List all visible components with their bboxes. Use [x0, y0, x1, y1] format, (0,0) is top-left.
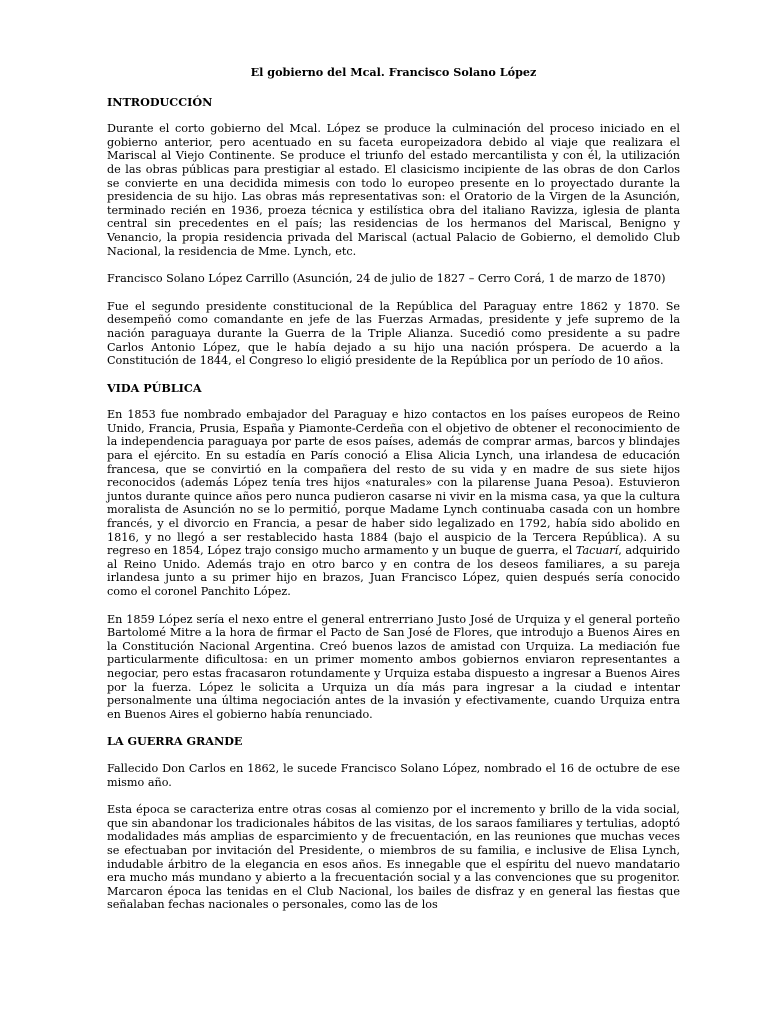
document-page — [107, 66, 680, 926]
paragraph-guerra-grande-1: Fallecido Don Carlos en 1862, le sucede Francisco Solano López, nombrado el 16 de octubre de ese mismo año. — [107, 761, 680, 789]
document-title: El gobierno del Mcal. Francisco Solano López — [250, 65, 537, 79]
paragraph-intro-3: Fue el segundo presidente constitucional de la República del Paraguay entre 1862 y 1870. Se desempeñó como comandante en jefe de las Fuerzas Armadas, presidente y jefe supremo de la nación paraguaya durante la Guerra de la Triple Alianza. Sucedió como presidente a su padre Carlos Antonio López, que le había dejado a su hijo una nación próspera. De acuerdo a la Constitución de 1844, el Congreso lo eligió presidente de la República por un período de 10 años. — [107, 299, 680, 368]
paragraph-vida-publica-1-part-a: En 1853 fue nombrado embajador del Paraguay e hizo contactos en los países europeos de Reino Unido, Francia, Prusia, España y Piamonte-Cerdeña con el objetivo de obtener el reconocimiento de la independencia paraguaya por parte de esos países, además de comprar armas, barcos y blindajes para el ejército. En su estadía en París conoció a Elisa Alicia Lynch, una irlandesa de educación francesa, que se convirtió en la compañera del resto de su vida y en madre de sus siete hijos reconocidos (además López tenía tres hijos «naturales» con la pilarense Juana Pesoa). Estuvieron juntos durante quince años pero nunca pudieron casarse ni vivir en la misma casa, ya que la cultura moralista de Asunción no se lo permitió, porque Madame Lynch continuaba casada con un hombre francés, y el divorcio en Francia, a pesar de haber sido legalizado en 1792, había sido abolido en 1816, y no llegó a ser restablecido hasta 1884 (bajo el auspicio de la Tercera República). A su regreso en 1854, López trajo consigo mucho armamento y un buque de guerra, el — [107, 408, 680, 558]
paragraph-vida-publica-1 — [107, 408, 680, 598]
heading-vida-publica: VIDA PÚBLICA — [107, 380, 202, 395]
paragraph-vida-publica-1-part-b: , adquirido al Reino Unido. Además trajo en otro barco y en contra de los deseos familiares, a su pareja irlandesa junto a su primer hijo en brazos, Juan Francisco López, quien después sería conocido como el coronel Panchito López. — [107, 544, 680, 598]
paragraph-guerra-grande-2: Esta época se caracteriza entre otras cosas al comienzo por el incremento y brillo de la vida social, que sin abandonar los tradicionales hábitos de las visitas, de los saraos familiares y tertulias, adoptó modalidades más amplias de esparcimiento y de frecuentación, en las reuniones que muchas veces se efectuaban por invitación del Presidente, o miembros de su familia, e inclusive de Elisa Lynch, indudable árbitro de la elegancia en esos años. Es innegable que el espíritu del nuevo mandatario era mucho más mundano y abierto a la frecuentación social y a las convenciones que su progenitor. Marcaron época las tenidas en el Club Nacional, los bailes de disfraz y en general las fiestas que señalaban fechas nacionales o personales, como las de los — [107, 803, 680, 912]
paragraph-vida-publica-2: En 1859 López sería el nexo entre el general entrerriano Justo José de Urquiza y el general porteño Bartolomé Mitre a la hora de firmar el Pacto de San José de Flores, que introdujo a Buenos Aires en la Constitución Nacional Argentina. Creó buenos lazos de amistad con Urquiza. La mediación fue particularmente dificultosa: en un primer momento ambos gobiernos enviaron representantes a negociar, pero estas fracasaron rotundamente y Urquiza estaba dispuesto a ingresar a Buenos Aires por la fuerza. López le solicita a Urquiza un día más para ingresar a la ciudad e intentar personalmente una última negociación antes de la invasión y efectivamente, cuando Urquiza entra en Buenos Aires el gobierno había renunciado. — [107, 612, 680, 721]
heading-guerra-grande: LA GUERRA GRANDE — [107, 734, 243, 749]
paragraph-intro-2: Francisco Solano López Carrillo (Asunción, 24 de julio de 1827 – Cerro Corá, 1 de marzo de 1870) — [107, 272, 666, 286]
ship-name: Tacuarí — [575, 544, 619, 558]
heading-introduccion: INTRODUCCIÓN — [107, 94, 213, 109]
paragraph-intro-1: Durante el corto gobierno del Mcal. López se produce la culminación del proceso iniciado en el gobierno anterior, pero acentuado en su faceta europeizadora debido al viaje que realizara el Mariscal al Viejo Continente. Se produce el triunfo del estado mercantilista y con él, la utilización de las obras públicas para prestigiar al estado. El clasicismo incipiente de las obras de don Carlos se convierte en una decidida mimesis con todo lo europeo presente en lo proyectado durante la presidencia de su hijo. Las obras más representativas son: el Oratorio de la Virgen de la Asunción, terminado recién en 1936, proeza técnica y estilística obra del italiano Ravizza, iglesia de planta central sin precedentes en el país; las residencias de los hermanos del Mariscal, Benigno y Venancio, la propia residencia privada del Mariscal (actual Palacio de Gobierno, el demolido Club Nacional, la residencia de Mme. Lynch, etc. — [107, 122, 680, 258]
